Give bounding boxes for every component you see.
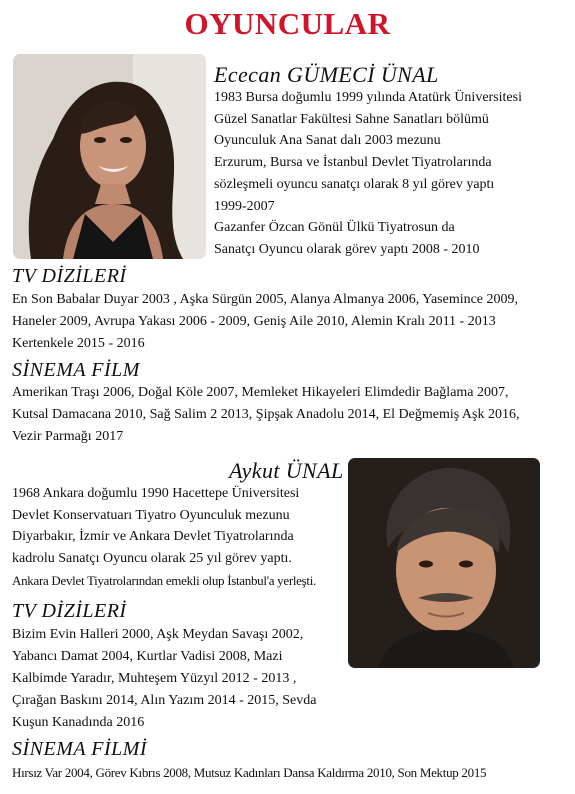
bio-line: Gazanfer Özcan Gönül Ülkü Tiyatrosun da (214, 220, 455, 236)
page-title: OYUNCULAR (184, 6, 391, 41)
list-line: Amerikan Traşı 2006, Doğal Köle 2007, Memleket Hikayeleri Elimdedir Bağlama 2007, (12, 385, 509, 400)
list-line: Bizim Evin Halleri 2000, Aşk Meydan Savaşı 2002, (12, 627, 304, 642)
bio-line: Devlet Konservatuarı Tiyatro Oyunculuk mezunu (12, 507, 290, 523)
bio-line: kadrolu Sanatçı Oyuncu olarak 25 yıl görev yaptı. (12, 551, 292, 567)
tv-series-heading: TV DİZİLERİ (12, 600, 127, 622)
bio-line: sözleşmeli oyuncu sanatçı olarak 8 yıl görev yaptı (214, 176, 495, 192)
bio-line: 1983 Bursa doğumlu 1999 yılında Atatürk Üniversitesi (214, 90, 522, 105)
portrait-woman-image (13, 54, 206, 259)
list-line: Vezir Parmağı 2017 (12, 429, 124, 444)
list-line: En Son Babalar Duyar 2003 , Aşka Sürgün 2005, Alanya Almanya 2006, Yasemince 2009, (12, 292, 519, 307)
bio-line: 1999-2007 (214, 198, 275, 214)
actor-bio (12, 483, 316, 592)
list-line: Kuşun Kanadında 2016 (12, 715, 145, 730)
bio-line: Ankara Devlet Tiyatrolarından emekli olup İstanbul'a yerleşti. (12, 572, 316, 588)
actor-photo-aykut (348, 458, 540, 668)
tv-series-list (12, 289, 518, 355)
portrait-man-image (348, 458, 540, 668)
list-line: Kertenkele 2015 - 2016 (12, 336, 145, 351)
bio-line: Sanatçı Oyuncu olarak görev yaptı 2008 - 2010 (214, 241, 480, 257)
list-line: Hırsız Var 2004, Görev Kıbrıs 2008, Mutsuz Kadınları Dansa Kaldırma 2010, Son Mektup 2015 (12, 765, 487, 780)
bio-line: Güzel Sanatlar Fakültesi Sahne Sanatları bölümü (214, 111, 489, 127)
film-heading: SİNEMA FİLMİ (12, 738, 148, 760)
film-list (12, 762, 486, 784)
bio-line: Erzurum, Bursa ve İstanbul Devlet Tiyatrolarında (214, 155, 492, 171)
list-line: Haneler 2009, Avrupa Yakası 2006 - 2009, Geniş Aile 2010, Alemin Kralı 2011 - 2013 (12, 314, 496, 329)
film-list (12, 382, 519, 448)
list-line: Yabancı Damat 2004, Kurtlar Vadisi 2008, Mazi (12, 649, 283, 664)
bio-line: Oyunculuk Ana Sanat dalı 2003 mezunu (214, 133, 441, 149)
film-heading: SİNEMA FİLM (12, 359, 140, 381)
list-line: Kalbimde Yaradır, Muhteşem Yüzyıl 2012 - 2013 , (12, 671, 297, 686)
bio-line: Diyarbakır, İzmir ve Ankara Devlet Tiyatrolarında (12, 529, 294, 545)
list-line: Kutsal Damacana 2010, Sağ Salim 2 2013, Şipşak Anadolu 2014, El Değmemiş Aşk 2016, (12, 407, 520, 422)
actor-bio (214, 87, 522, 261)
tv-series-heading: TV DİZİLERİ (12, 265, 127, 287)
bio-line: 1968 Ankara doğumlu 1990 Hacettepe Üniversitesi (12, 486, 300, 501)
list-line: Çırağan Baskını 2014, Alın Yazım 2014 - 2015, Sevda (12, 693, 317, 708)
tv-series-list (12, 624, 317, 734)
actor-name: Aykut ÜNAL (229, 458, 344, 483)
actor-name: Ececan GÜMECİ ÜNAL (214, 62, 439, 87)
actor-photo-ececan (13, 54, 206, 259)
